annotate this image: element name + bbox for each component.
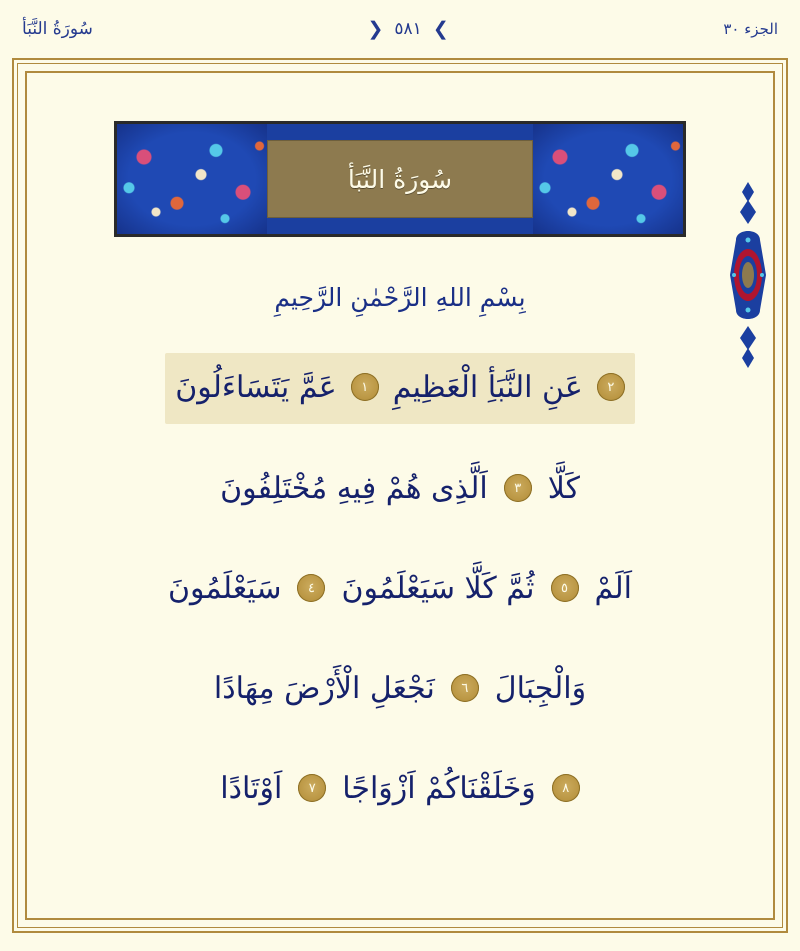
highlighted-verse[interactable] bbox=[165, 353, 635, 424]
quran-page bbox=[12, 58, 788, 933]
ayah-text[interactable]: عَنِ النَّبَأِ الْعَظِيمِ bbox=[392, 369, 583, 405]
ayah-number-marker[interactable]: ٧ bbox=[298, 774, 326, 802]
floral-ornament-left-icon bbox=[117, 124, 267, 234]
ayah-text[interactable]: اَوْتَادًا bbox=[220, 770, 283, 806]
ayah-number-marker[interactable]: ٨ bbox=[552, 774, 580, 802]
surah-title-band bbox=[114, 121, 686, 237]
page-navigator bbox=[367, 19, 450, 39]
ayah-text[interactable]: كَلَّا bbox=[547, 470, 580, 506]
chevron-left-icon[interactable]: ❮ bbox=[367, 17, 384, 40]
ayah-text[interactable]: اَلَمْ bbox=[594, 570, 632, 606]
verse-group bbox=[220, 766, 579, 811]
surah-name-header: سُورَةُ النَّبَأ bbox=[22, 19, 93, 39]
ayah-number-marker[interactable]: ٣ bbox=[504, 474, 532, 502]
basmala: بِسْمِ اللهِ الرَّحْمٰنِ الرَّحِيمِ bbox=[274, 283, 526, 312]
ayah-text[interactable]: عَمَّ يَتَسَاءَلُونَ bbox=[175, 369, 337, 405]
ayah-number-marker[interactable]: ٦ bbox=[451, 674, 479, 702]
ayah-number-marker[interactable]: ٤ bbox=[297, 574, 325, 602]
verse-line bbox=[53, 738, 747, 838]
ayah-number-marker[interactable]: ١ bbox=[351, 373, 379, 401]
verse-line bbox=[53, 338, 747, 438]
verse-line bbox=[53, 538, 747, 638]
chevron-right-icon[interactable]: ❯ bbox=[432, 17, 449, 40]
ayah-text[interactable]: نَجْعَلِ الْأَرْضَ مِهَادًا bbox=[213, 670, 435, 706]
floral-ornament-right-icon bbox=[533, 124, 683, 234]
ayah-text[interactable]: سَيَعْلَمُونَ bbox=[168, 570, 282, 606]
verse-group bbox=[168, 566, 632, 611]
juz-label: الجزء ٣٠ bbox=[723, 20, 778, 38]
page-number: ٥٨١ bbox=[394, 19, 422, 39]
juz-medallion-ornament-icon bbox=[726, 180, 770, 370]
verse-line bbox=[53, 638, 747, 738]
verse-lines bbox=[27, 338, 773, 838]
verse-line bbox=[53, 438, 747, 538]
surah-title-plate bbox=[267, 140, 533, 218]
ayah-number-marker[interactable]: ٥ bbox=[551, 574, 579, 602]
document-header bbox=[0, 0, 800, 58]
ayah-text[interactable]: اَلَّذِى هُمْ فِيهِ مُخْتَلِفُونَ bbox=[220, 470, 488, 506]
ayah-text[interactable]: وَخَلَقْنَاكُمْ اَزْوَاجًا bbox=[342, 770, 536, 806]
surah-title-text: سُورَةُ النَّبَأ bbox=[347, 164, 453, 194]
verse-group bbox=[220, 466, 580, 511]
page-content bbox=[25, 71, 775, 920]
ayah-text[interactable]: وَالْجِبَالَ bbox=[494, 670, 587, 706]
verse-group bbox=[214, 666, 586, 711]
ayah-number-marker[interactable]: ٢ bbox=[597, 373, 625, 401]
ayah-text[interactable]: ثُمَّ كَلَّا سَيَعْلَمُونَ bbox=[341, 570, 535, 606]
